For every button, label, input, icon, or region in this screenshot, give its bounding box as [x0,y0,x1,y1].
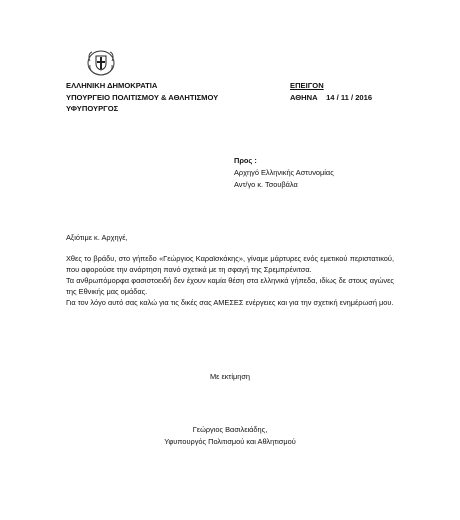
place-date: ΑΘΗΝΑ 14 / 11 / 2016 [290,92,373,102]
letterhead-ministry: ΥΠΟΥΡΓΕΙΟ ΠΟΛΙΤΙΣΜΟΥ & ΑΘΛΗΤΙΣΜΟΥ [66,92,219,102]
letterhead-country: ΕΛΛΗΝΙΚΗ ΔΗΜΟΚΡΑΤΙΑ [66,81,158,90]
greek-coat-of-arms-icon [86,48,116,78]
body-paragraph: Χθες το βράδυ, στο γήπεδο «Γεώργιος Καραϊσκάκης», γίναμε μάρτυρες ενός εμετικού περιστατικού, που αφορούσε την ανάρτηση πανό σχετικά με τη σφαγή της Σρεμπρένιτσα. [66,254,394,274]
closing: Με εκτίμηση [209,372,251,381]
urgent-label: ΕΠΕΙΓΟΝ [290,81,324,90]
letterhead [66,80,218,115]
recipient-to-label: Προς : [234,156,257,165]
recipient-block [234,155,334,191]
body-paragraph: Τα ανθρωπόμορφα φασιστοειδή δεν έχουν καμία θέση στα ελληνικά γήπεδα, ιδίως δε στους αγώνες της Εθνικής μας ομάδας. [66,276,394,296]
letter-body [66,253,394,308]
recipient-line: Αντ/γο κ. Τσουβάλα [234,180,298,189]
header-right [290,80,372,103]
recipient-line: Αρχηγό Ελληνικής Αστυνομίας [234,168,334,177]
salutation: Αξιότιμε κ. Αρχηγέ, [66,233,128,242]
signatory-title: Υφυπουργός Πολιτισμού και Αθλητισμού [164,437,296,446]
signatory-block [0,424,460,448]
letterhead-office: ΥΦΥΠΟΥΡΓΟΣ [66,104,119,113]
body-paragraph: Για τον λόγο αυτό σας καλώ για τις δικές σας ΑΜΕΣΕΣ ενέργειες και για την σχετική ενημέρωσή μου. [66,298,394,307]
signatory-name: Γεώργιος Βασιλειάδης, [192,425,268,434]
